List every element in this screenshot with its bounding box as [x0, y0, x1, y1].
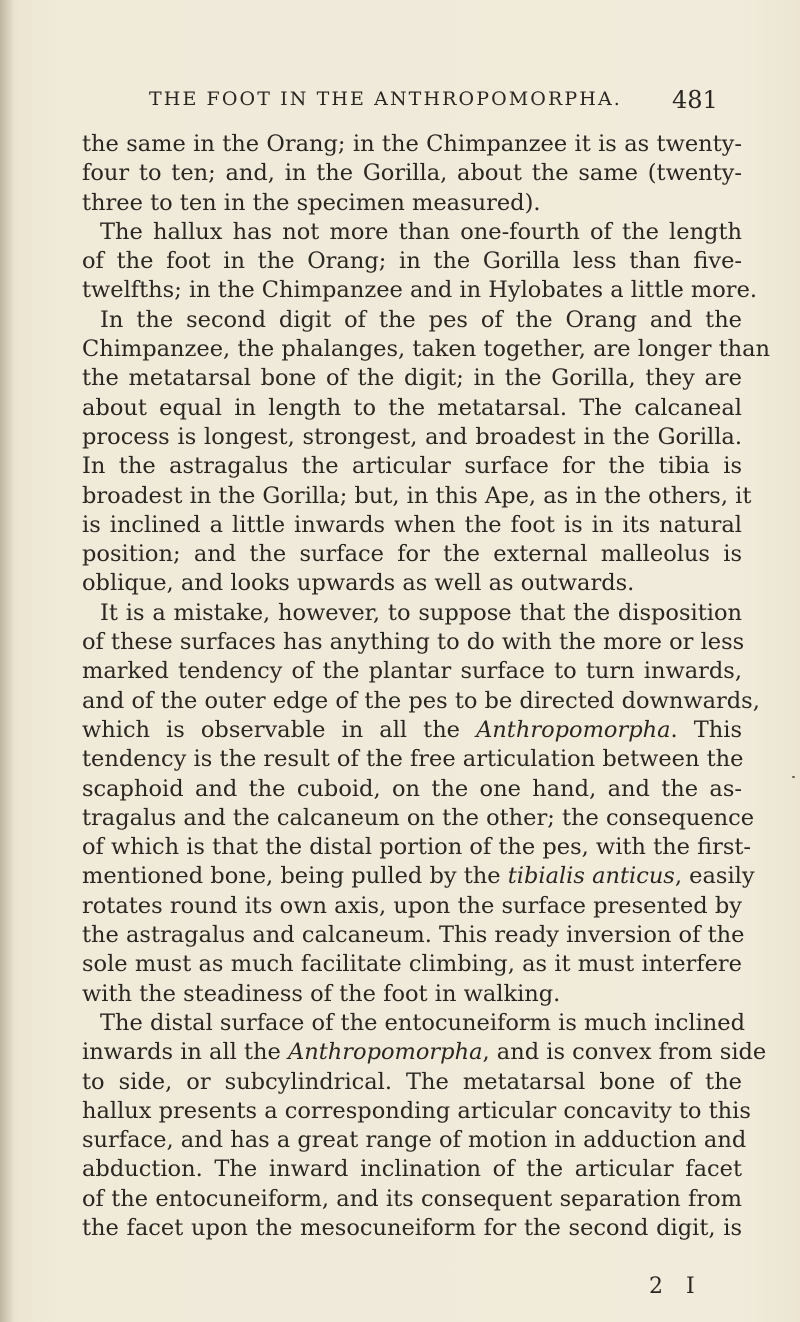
text-line: the facet upon the mesocuneiform for the second digit, is: [82, 1214, 742, 1241]
text-line: with the steadiness of the foot in walking.: [82, 980, 561, 1007]
text-line: of these surfaces has anything to do with the more or less: [82, 629, 745, 656]
text-line: surface, and has a great range of motion in adduction and: [82, 1127, 747, 1154]
text-line: about equal in length to the metatarsal. The calcaneal: [82, 394, 742, 421]
text-line: inwards in all the Anthropomorpha, and is convex from side: [82, 1039, 767, 1066]
text-line: broadest in the Gorilla; but, in this Ape, as in the others, it: [82, 482, 752, 509]
text-line: The hallux has not more than one-fourth of the length: [100, 218, 742, 245]
text-line: process is longest, strongest, and broadest in the Gorilla.: [82, 423, 742, 450]
text-line: In the astragalus the articular surface for the tibia is: [82, 453, 742, 480]
text-line: which is observable in all the Anthropomorpha. This: [82, 716, 742, 743]
text-line: oblique, and looks upwards as well as outwards.: [82, 570, 635, 597]
text-line: of the entocuneiform, and its consequent separation from: [82, 1185, 742, 1212]
text-line: tragalus and the calcaneum on the other; the consequence: [82, 804, 755, 831]
text-line: abduction. The inward inclination of the articular facet: [82, 1156, 742, 1183]
signature-mark: 2 I: [649, 1274, 703, 1299]
text-line: the metatarsal bone of the digit; in the Gorilla, they are: [82, 365, 742, 392]
text-line: four to ten; and, in the Gorilla, about the same (twenty-: [82, 160, 742, 187]
text-line: the same in the Orang; in the Chimpanzee it is as twenty-: [82, 131, 742, 157]
text-line: and of the outer edge of the pes to be directed downwards,: [82, 687, 760, 714]
text-line: the astragalus and calcaneum. This ready inversion of the: [82, 922, 745, 949]
text-line: rotates round its own axis, upon the surface presented by: [82, 892, 742, 919]
text-line: three to ten in the specimen measured).: [82, 189, 541, 216]
text-line: twelfths; in the Chimpanzee and in Hylobates a little more.: [82, 277, 758, 304]
text-line: to side, or subcylindrical. The metatarsal bone of the: [82, 1068, 742, 1095]
paper-speck: [792, 776, 795, 778]
running-title: THE FOOT IN THE ANTHROPOMORPHA.: [149, 88, 622, 110]
text-line: tendency is the result of the free articulation between the: [82, 746, 744, 773]
text-line: position; and the surface for the external malleolus is: [82, 541, 742, 568]
text-line: of the foot in the Orang; in the Gorilla less than five-: [82, 248, 742, 275]
binding-shadow: [0, 0, 14, 1322]
body-text: [82, 130, 771, 1243]
text-line: is inclined a little inwards when the foot is in its natural: [82, 511, 742, 538]
page-number: 481: [672, 86, 718, 114]
text-line: mentioned bone, being pulled by the tibialis anticus, easily: [82, 863, 755, 890]
text-line: scaphoid and the cuboid, on the one hand, and the as-: [82, 775, 742, 802]
text-line: It is a mistake, however, to suppose that the disposition: [100, 599, 742, 626]
text-line: of which is that the distal portion of the pes, with the first-: [82, 834, 752, 861]
text-line: marked tendency of the plantar surface to turn inwards,: [82, 658, 742, 685]
text-line: sole must as much facilitate climbing, as it must interfere: [82, 951, 742, 978]
text-line: hallux presents a corresponding articular concavity to this: [82, 1097, 751, 1124]
text-line: In the second digit of the pes of the Orang and the: [100, 306, 742, 333]
text-line: Chimpanzee, the phalanges, taken together, are longer than: [82, 336, 771, 363]
text-line: The distal surface of the entocuneiform is much inclined: [100, 1009, 746, 1036]
page-header: [0, 88, 800, 124]
